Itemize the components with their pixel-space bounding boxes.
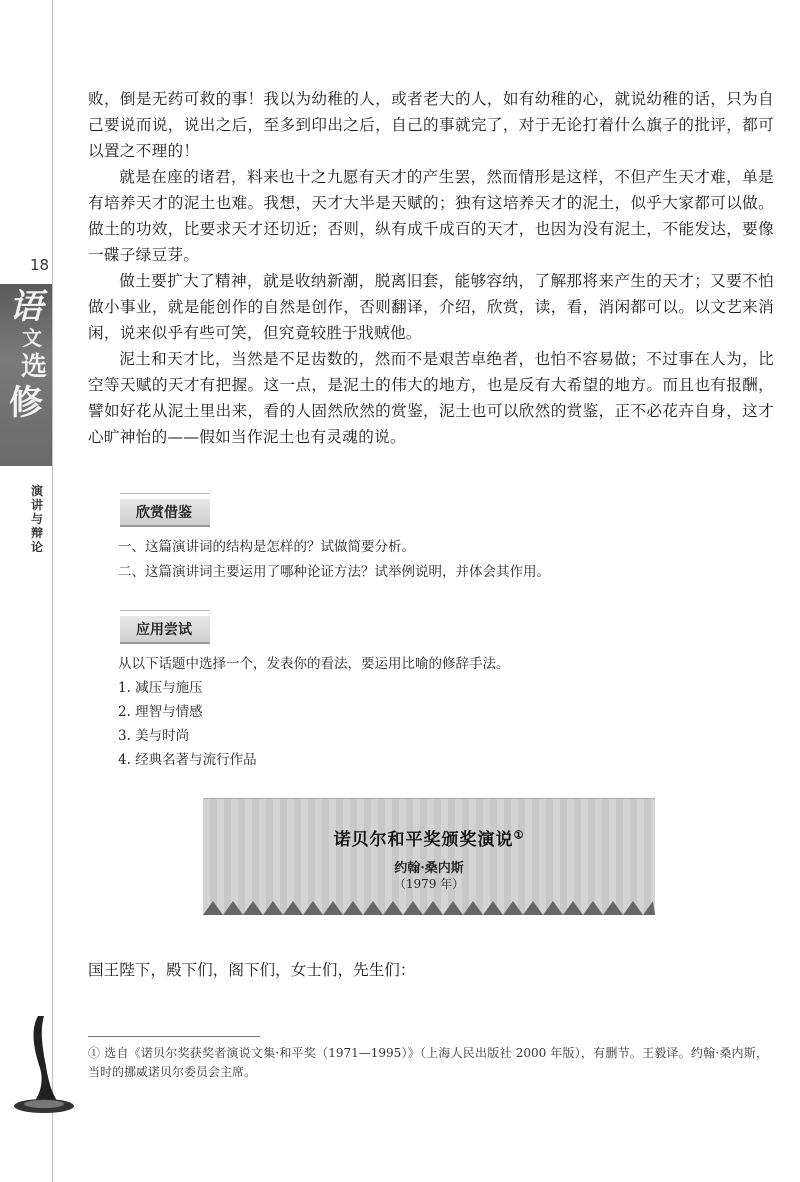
side-title-char: 修 xyxy=(9,383,43,423)
ink-brush-decoration-icon xyxy=(0,1010,90,1120)
body-paragraph: 就是在座的诸君，料来也十之九愿有天才的产生罢，然而情形是这样，不但产生天才难，单是有培养天才的泥土也难。我想，天才大半是天赋的；独有这培养天才的泥土，似乎大家都可以做。做土的功效，比要求天才还切近；否则，纵有成千成百的天才，也因为没有泥土，不能发达，要像一碟子绿豆芽。 xyxy=(88,168,774,264)
article-title-text: 诺贝尔和平奖颁奖演说 xyxy=(333,830,514,850)
question-item: 一、这篇演讲词的结构是怎样的？试做简要分析。 xyxy=(118,539,415,555)
body-paragraph: 做土要扩大了精神，就是收纳新潮，脱离旧套，能够容纳，了解那将来产生的天才；又要不怕做小事业，就是能创作的自然是创作，否则翻译，介绍，欣赏，读，看，消闲都可以。以文艺来消闲，说来似乎有些可笑，但究竟较胜于戕贼他。 xyxy=(88,272,774,342)
section-appreciation-heading xyxy=(120,499,210,527)
article-title xyxy=(203,825,655,850)
practice-intro: 从以下话题中选择一个，发表你的看法，要运用比喻的修辞手法。 xyxy=(118,656,510,672)
margin-rule xyxy=(52,0,53,1182)
topic-item: 2. 理智与情感 xyxy=(118,704,203,720)
question-item: 二、这篇演讲词主要运用了哪种论证方法？试举例说明，并体会其作用。 xyxy=(118,564,550,580)
section-practice-heading xyxy=(120,616,210,644)
side-subtitle-char: 论 xyxy=(31,540,44,554)
side-title-char: 语 xyxy=(9,287,43,327)
page-number: 18 xyxy=(30,256,50,274)
footnote-divider xyxy=(88,1036,260,1037)
main-text xyxy=(88,86,774,450)
topic-item: 3. 美与时尚 xyxy=(118,728,190,744)
section-tag: 欣赏借鉴 xyxy=(120,499,210,527)
side-subtitle-char: 讲 xyxy=(31,498,44,512)
side-title-bar xyxy=(0,284,52,466)
topic-item: 4. 经典名著与流行作品 xyxy=(118,752,257,768)
topic-item: 1. 减压与施压 xyxy=(118,680,203,696)
side-title-char: 选 xyxy=(20,352,47,382)
speech-salutation: 国王陛下，殿下们，阁下们，女士们，先生们： xyxy=(88,961,416,979)
zigzag-border-icon xyxy=(203,899,655,915)
side-subtitle-char: 辩 xyxy=(31,526,44,540)
article-year: （1979 年） xyxy=(393,877,465,891)
footnote-marker: ① xyxy=(513,828,525,842)
side-subtitle-char: 与 xyxy=(31,512,44,526)
body-paragraph: 泥土和天才比，当然是不足齿数的，然而不是艰苦卓绝者，也怕不容易做；不过事在人为，比空等天赋的天才有把握。这一点，是泥土的伟大的地方，也是反有大希望的地方。而且也有报酬，譬如好花从泥土里出来，看的人固然欣然的赏鉴，泥土也可以欣然的赏鉴，正不必花卉自身，这才心旷神怡的——假如当作泥土也有灵魂的说。 xyxy=(88,350,774,446)
body-paragraph: 败，倒是无药可救的事！我以为幼稚的人，或者老大的人，如有幼稚的心，就说幼稚的话，只为自己要说而说，说出之后，至多到印出之后，自己的事就完了，对于无论打着什么旗子的批评，都可以置之不理的！ xyxy=(88,90,774,160)
side-subtitle-char: 演 xyxy=(31,484,44,498)
side-subtitle xyxy=(31,484,45,554)
footnote: ① 选自《诺贝尔奖获奖者演说文集·和平奖（1971—1995）》（上海人民出版社 2000 年版），有删节。王毅译。约翰·桑内斯，当时的挪威诺贝尔委员会主席。 xyxy=(88,1046,768,1079)
article-title-banner xyxy=(203,798,655,915)
section-tag: 应用尝试 xyxy=(120,616,210,644)
side-title-char: 文 xyxy=(22,326,42,350)
article-author: 约翰·桑内斯 xyxy=(394,861,464,876)
